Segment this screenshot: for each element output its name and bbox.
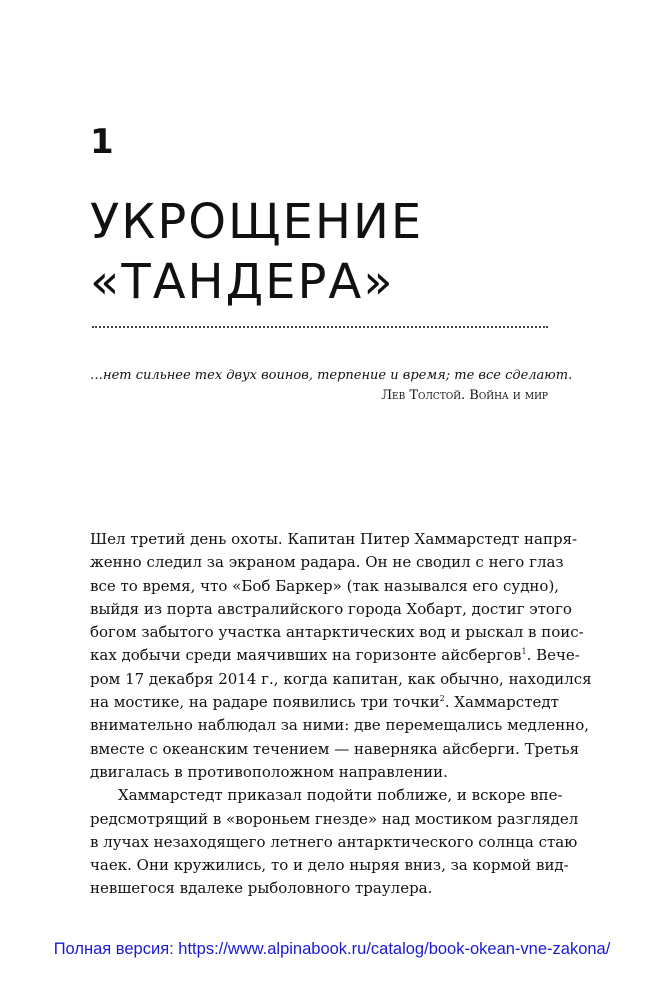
text-line: редсмотрящий в «вороньем гнезде» над мостиком разглядел: [90, 809, 579, 828]
chapter-title: [90, 192, 590, 312]
text-line: выйдя из порта австралийского города Хобарт, достиг этого: [90, 599, 572, 618]
text-line: богом забытого участка антарктических вод и рыскал в поис-: [90, 623, 584, 642]
dotted-divider: [92, 326, 548, 328]
text-line-part: ках добычи среди маячивших на горизонте айсбергов: [90, 646, 522, 665]
footnote-marker: 1: [521, 647, 527, 657]
text-line-part: . Вече-: [526, 646, 580, 665]
text-line: [90, 691, 559, 714]
epigraph-source: Лев Толстой. Война и мир: [381, 388, 548, 403]
text-line-part: . Хаммарстедт: [444, 693, 559, 712]
chapter-title-line-2: «ТАНДЕРА»: [90, 254, 395, 310]
text-line: женно следил за экраном радара. Он не сводил с него глаз: [90, 553, 564, 572]
footnote-marker: 2: [439, 694, 445, 704]
body-text: [90, 528, 592, 901]
text-line: [90, 644, 580, 667]
full-version-link[interactable]: Полная версия: https://www.alpinabook.ru/catalog/book-okean-vne-zakona/: [53, 940, 611, 958]
text-line: все то время, что «Боб Баркер» (так назывался его судно),: [90, 576, 560, 595]
text-line: невшегося вдалеке рыболовного траулера.: [90, 879, 433, 898]
text-line: Хаммарстедт приказал подойти поближе, и вскоре впе-: [118, 786, 563, 805]
text-line: двигалась в противоположном направлении.: [90, 762, 448, 781]
text-line: вместе с океанским течением — наверняка айсберги. Третья: [90, 739, 580, 758]
chapter-number: 1: [90, 122, 114, 162]
text-line-part: на мостике, на радаре появились три точки: [90, 693, 440, 712]
text-line: ром 17 декабря 2014 г., когда капитан, как обычно, находился: [90, 669, 592, 688]
chapter-title-line-1: УКРОЩЕНИЕ: [90, 194, 424, 250]
text-line: Шел третий день охоты. Капитан Питер Хаммарстедт напря-: [90, 530, 578, 548]
text-line: чаек. Они кружились, то и дело ныряя вниз, за кормой вид-: [90, 856, 569, 875]
text-line: в лучах незаходящего летнего антарктического солнца стаю: [90, 832, 578, 851]
epigraph-quote: …нет сильнее тех двух воинов, терпение и время; те все сделают.: [90, 368, 573, 383]
text-line: внимательно наблюдал за ними: две перемещались медленно,: [90, 716, 590, 735]
epigraph: [90, 366, 573, 406]
